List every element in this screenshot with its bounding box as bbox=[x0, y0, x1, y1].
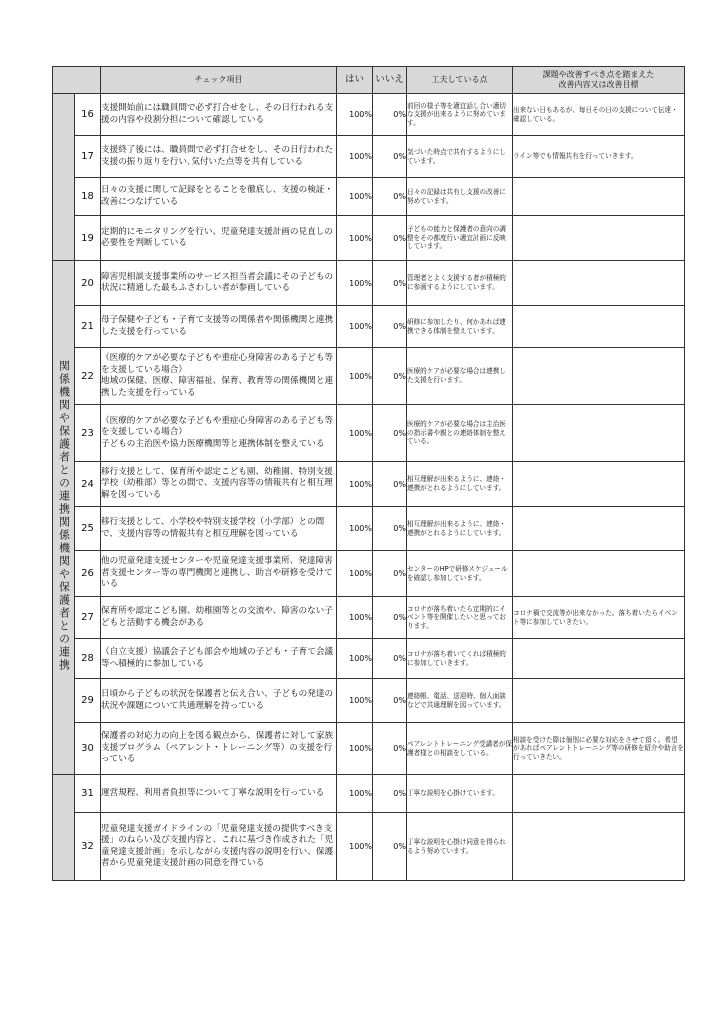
table-row bbox=[53, 679, 685, 723]
row-number: 16 bbox=[75, 94, 101, 136]
table-row bbox=[53, 348, 685, 405]
yes-percent: 100% bbox=[337, 462, 373, 507]
goal-text bbox=[513, 679, 685, 723]
header-check-item: チェック項目 bbox=[101, 67, 337, 94]
table-row bbox=[53, 507, 685, 551]
goal-text bbox=[513, 261, 685, 306]
check-item-text: （医療的ケアが必要な子どもや重症心身障害のある子ども等を支援している場合） 地域の保健、医療、障害福祉、保育、教育等の関係機関と連携した支援を行っている bbox=[101, 348, 337, 405]
idea-text: センターのHPで研修スケジュールを確認し参加しています。 bbox=[407, 551, 513, 597]
check-item-text: 日頃から子どもの状況を保護者と伝え合い、子どもの発達の状況や課題について共通理解を持っている bbox=[101, 679, 337, 723]
check-item-text: 移行支援として、保育所や認定こども園、幼稚園、特別支援学校（幼稚部）等との間で、支援内容等の情報共有と相互理解を図っている bbox=[101, 462, 337, 507]
yes-percent: 100% bbox=[337, 551, 373, 597]
table-row bbox=[53, 405, 685, 462]
no-percent: 0% bbox=[373, 723, 407, 775]
goal-text bbox=[513, 551, 685, 597]
yes-percent: 100% bbox=[337, 94, 373, 136]
goal-text bbox=[513, 775, 685, 813]
idea-text: ペアレントトレーニング受講者が保護者様との相談をしている。 bbox=[407, 723, 513, 775]
no-percent: 0% bbox=[373, 261, 407, 306]
goal-text bbox=[513, 813, 685, 881]
idea-text: 医療的ケアが必要な場合は主治医の指示書や親との連絡体制を整えている。 bbox=[407, 405, 513, 462]
check-item-text: 他の児童発達支援センターや児童発達支援事業所、発達障害者支援センター等の専門機関と連携し、助言や研修を受けている bbox=[101, 551, 337, 597]
yes-percent: 100% bbox=[337, 405, 373, 462]
no-percent: 0% bbox=[373, 462, 407, 507]
no-percent: 0% bbox=[373, 216, 407, 261]
check-item-text: （医療的ケアが必要な子どもや重症心身障害のある子ども等を支援している場合） 子どもの主治医や協力医療機関等と連携体制を整えている bbox=[101, 405, 337, 462]
row-number: 18 bbox=[75, 178, 101, 216]
check-item-text: 母子保健や子ども・子育て支援等の関係者や関係機関と連携した支援を行っている bbox=[101, 306, 337, 348]
goal-text bbox=[513, 462, 685, 507]
row-number: 28 bbox=[75, 639, 101, 679]
yes-percent: 100% bbox=[337, 178, 373, 216]
idea-text: 子どもの能力と保護者の意向の調整をその都度行い適宜計画に反映しています。 bbox=[407, 216, 513, 261]
row-number: 30 bbox=[75, 723, 101, 775]
yes-percent: 100% bbox=[337, 348, 373, 405]
row-number: 26 bbox=[75, 551, 101, 597]
no-percent: 0% bbox=[373, 639, 407, 679]
row-number: 19 bbox=[75, 216, 101, 261]
no-percent: 0% bbox=[373, 306, 407, 348]
table-row bbox=[53, 813, 685, 881]
row-number: 20 bbox=[75, 261, 101, 306]
row-number: 31 bbox=[75, 775, 101, 813]
idea-text: 丁寧な説明を心掛け同意を得られるよう努めています。 bbox=[407, 813, 513, 881]
header-no: いいえ bbox=[373, 67, 407, 94]
idea-text: 気づいた時点で共有するようにしています。 bbox=[407, 136, 513, 178]
yes-percent: 100% bbox=[337, 216, 373, 261]
yes-percent: 100% bbox=[337, 813, 373, 881]
idea-text: 相互理解が出来るように、連絡・連携がとれるようにしています。 bbox=[407, 462, 513, 507]
row-number: 27 bbox=[75, 597, 101, 639]
yes-percent: 100% bbox=[337, 679, 373, 723]
check-item-text: 支援開始前には職員間で必ず打合せをし、その日行われる支援の内容や役割分担について確認している bbox=[101, 94, 337, 136]
row-number: 21 bbox=[75, 306, 101, 348]
table-row bbox=[53, 178, 685, 216]
no-percent: 0% bbox=[373, 178, 407, 216]
check-item-text: 運営規程、利用者負担等について丁寧な説明を行っている bbox=[101, 775, 337, 813]
idea-text: 丁寧な説明を心掛けています。 bbox=[407, 775, 513, 813]
goal-text: 出来ない日もあるが、毎日その日の支援について伝達・確認している。 bbox=[513, 94, 685, 136]
table-row bbox=[53, 306, 685, 348]
header-ideas: 工夫している点 bbox=[407, 67, 513, 94]
table-row bbox=[53, 551, 685, 597]
table-row bbox=[53, 597, 685, 639]
idea-text: 日々の記録は共有し支援の改善に努めています。 bbox=[407, 178, 513, 216]
table-row bbox=[53, 136, 685, 178]
idea-text: 相互理解が出来るように、連絡・連携がとれるようにしています。 bbox=[407, 507, 513, 551]
check-item-text: 障害児相談支援事業所のサービス担当者会議にその子どもの状況に精通した最もふさわしい者が参画している bbox=[101, 261, 337, 306]
goal-text bbox=[513, 507, 685, 551]
yes-percent: 100% bbox=[337, 597, 373, 639]
goal-text: ライン等でも情報共有を行っていきます。 bbox=[513, 136, 685, 178]
idea-text: コロナが落ち着いたら定期的にイベント等を開催したいと思っております。 bbox=[407, 597, 513, 639]
yes-percent: 100% bbox=[337, 639, 373, 679]
no-percent: 0% bbox=[373, 136, 407, 178]
category-label: 関係機関や保護者との連携関係機関や保護者との連携 bbox=[57, 359, 71, 672]
row-number: 17 bbox=[75, 136, 101, 178]
table-row bbox=[53, 462, 685, 507]
row-number: 25 bbox=[75, 507, 101, 551]
table-row bbox=[53, 261, 685, 306]
table-row bbox=[53, 723, 685, 775]
table-row bbox=[53, 216, 685, 261]
row-number: 32 bbox=[75, 813, 101, 881]
check-item-text: 支援終了後には、職員間で必ず打合せをし、その日行われた支援の振り返りを行い､気付いた点等を共有している bbox=[101, 136, 337, 178]
row-number: 23 bbox=[75, 405, 101, 462]
table-row bbox=[53, 775, 685, 813]
no-percent: 0% bbox=[373, 348, 407, 405]
idea-text: コロナが落ち着いてくれば積極的に参加していきます。 bbox=[407, 639, 513, 679]
goal-text bbox=[513, 639, 685, 679]
goal-text bbox=[513, 405, 685, 462]
header-goals: 課題や改善すべき点を踏まえた 改善内容又は改善目標 bbox=[513, 67, 685, 94]
goal-text bbox=[513, 348, 685, 405]
header-row bbox=[53, 67, 685, 94]
check-item-text: 保育所や認定こども園、幼稚園等との交流や、障害のない子どもと活動する機会がある bbox=[101, 597, 337, 639]
row-number: 24 bbox=[75, 462, 101, 507]
row-number: 29 bbox=[75, 679, 101, 723]
yes-percent: 100% bbox=[337, 306, 373, 348]
category-cell-blank bbox=[53, 775, 75, 881]
no-percent: 0% bbox=[373, 813, 407, 881]
idea-text: 医療的ケアが必要な場合は連携した支援を行います。 bbox=[407, 348, 513, 405]
idea-text: 連絡帳、電話、送迎時、個人面談などで共通理解を図っています。 bbox=[407, 679, 513, 723]
table-row bbox=[53, 639, 685, 679]
goal-text bbox=[513, 306, 685, 348]
no-percent: 0% bbox=[373, 679, 407, 723]
goal-text bbox=[513, 216, 685, 261]
yes-percent: 100% bbox=[337, 136, 373, 178]
no-percent: 0% bbox=[373, 94, 407, 136]
check-item-text: 児童発達支援ガイドラインの「児童発達支援の提供すべき支援」のねらい及び支援内容と、これに基づき作成された「児童発達支援計画」を示しながら支援内容の説明を行い、保護者から児童発達支援計画の同意を得ている bbox=[101, 813, 337, 881]
check-item-text: （自立支援）協議会子ども部会や地域の子ども・子育て会議等へ積極的に参加している bbox=[101, 639, 337, 679]
goal-text: コロナ禍で交流等が出来なかった。落ち着いたらイベント等に参加していきたい。 bbox=[513, 597, 685, 639]
no-percent: 0% bbox=[373, 507, 407, 551]
row-number: 22 bbox=[75, 348, 101, 405]
idea-text: 前回の様子等を適宜話し合い適切な支援が出来るように努めています。 bbox=[407, 94, 513, 136]
evaluation-table bbox=[52, 66, 685, 881]
table-row bbox=[53, 94, 685, 136]
yes-percent: 100% bbox=[337, 261, 373, 306]
check-item-text: 移行支援として、小学校や特別支援学校（小学部）との間で、支援内容等の情報共有と相互理解を図っている bbox=[101, 507, 337, 551]
check-item-text: 保護者の対応力の向上を図る観点から、保護者に対して家族支援プログラム（ペアレント・トレーニング等）の支援を行っている bbox=[101, 723, 337, 775]
yes-percent: 100% bbox=[337, 723, 373, 775]
header-yes: はい bbox=[337, 67, 373, 94]
no-percent: 0% bbox=[373, 551, 407, 597]
idea-text: 管理者とよく支援する者が積極的に参画するようにしています。 bbox=[407, 261, 513, 306]
no-percent: 0% bbox=[373, 405, 407, 462]
goal-text bbox=[513, 178, 685, 216]
category-cell-relations bbox=[53, 261, 75, 775]
goal-text: 相談を受けた際は個別に必要な対応をさせて頂く。希望があればペアレントトレーニング等の研修を紹介や助言を行っていきたい。 bbox=[513, 723, 685, 775]
header-blank bbox=[53, 67, 101, 94]
yes-percent: 100% bbox=[337, 775, 373, 813]
category-cell-blank bbox=[53, 94, 75, 261]
no-percent: 0% bbox=[373, 597, 407, 639]
yes-percent: 100% bbox=[337, 507, 373, 551]
no-percent: 0% bbox=[373, 775, 407, 813]
check-item-text: 定期的にモニタリングを行い、児童発達支援計画の見直しの必要性を判断している bbox=[101, 216, 337, 261]
check-item-text: 日々の支援に関して記録をとることを徹底し、支援の検証・改善につなげている bbox=[101, 178, 337, 216]
idea-text: 研修に参加したり、何かあれば連携できる体制を整えています。 bbox=[407, 306, 513, 348]
